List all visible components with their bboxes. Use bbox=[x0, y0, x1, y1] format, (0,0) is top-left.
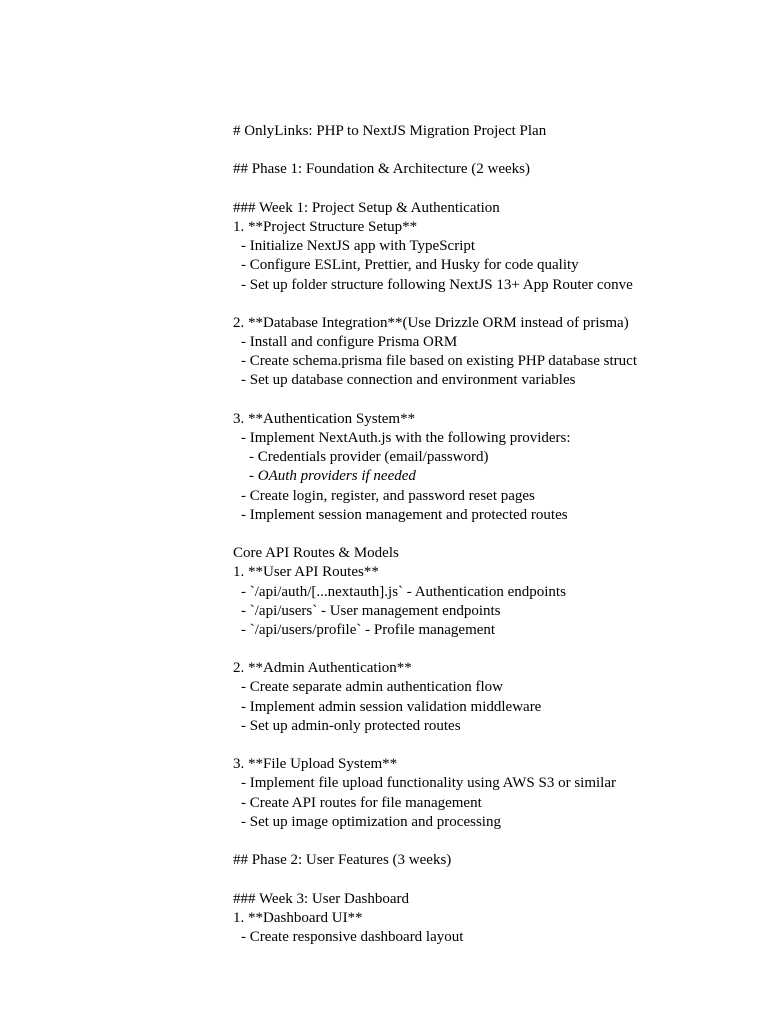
list-item: - Create separate admin authentication flow bbox=[241, 679, 503, 696]
list-item: - Set up database connection and environment variables bbox=[241, 372, 576, 389]
blank-line bbox=[233, 391, 650, 410]
item2-title: 2. **Database Integration**(Use Drizzle ORM instead of prisma) bbox=[233, 314, 629, 331]
list-item: - Install and configure Prisma ORM bbox=[241, 334, 458, 351]
document-page bbox=[233, 122, 650, 947]
blank-line bbox=[233, 180, 650, 199]
dashboard-title: 1. **Dashboard UI** bbox=[233, 909, 363, 926]
core-api-heading: Core API Routes & Models bbox=[233, 545, 399, 562]
list-item: - `/api/users/profile` - Profile management bbox=[241, 621, 496, 638]
list-item: - Implement session management and protected routes bbox=[241, 506, 568, 523]
blank-line bbox=[233, 640, 650, 659]
week3-heading: ### Week 3: User Dashboard bbox=[233, 890, 409, 907]
blank-line bbox=[233, 295, 650, 314]
blank-line bbox=[233, 736, 650, 755]
list-item: - `/api/users` - User management endpoints bbox=[241, 602, 501, 619]
phase2-heading: ## Phase 2: User Features (3 weeks) bbox=[233, 852, 452, 869]
blank-line bbox=[233, 525, 650, 544]
item1-title: 1. **Project Structure Setup** bbox=[233, 218, 418, 235]
list-item: - Initialize NextJS app with TypeScript bbox=[241, 238, 476, 255]
list-item: - Configure ESLint, Prettier, and Husky for code quality bbox=[241, 257, 579, 274]
phase1-heading: ## Phase 1: Foundation & Architecture (2 weeks) bbox=[233, 161, 531, 178]
list-item: - Create API routes for file management bbox=[241, 794, 482, 811]
list-item: - Create responsive dashboard layout bbox=[241, 928, 464, 945]
list-item: - Set up folder structure following NextJS 13+ App Router conve bbox=[241, 276, 633, 293]
blank-line bbox=[233, 832, 650, 851]
blank-line bbox=[233, 141, 650, 160]
list-item: - Implement file upload functionality using AWS S3 or similar bbox=[241, 775, 616, 792]
blank-line bbox=[233, 870, 650, 889]
api3-title: 3. **File Upload System** bbox=[233, 756, 398, 773]
week1-heading: ### Week 1: Project Setup & Authentication bbox=[233, 199, 500, 216]
document-title: # OnlyLinks: PHP to NextJS Migration Project Plan bbox=[233, 123, 547, 139]
list-item: - Set up image optimization and processing bbox=[241, 813, 501, 830]
api1-title: 1. **User API Routes** bbox=[233, 564, 379, 581]
api2-title: 2. **Admin Authentication** bbox=[233, 660, 412, 677]
list-item: - Set up admin-only protected routes bbox=[241, 717, 461, 734]
list-item: - Create login, register, and password reset pages bbox=[241, 487, 535, 504]
sub-list-item: - Credentials provider (email/password) bbox=[249, 449, 489, 466]
list-item: - `/api/auth/[...nextauth].js` - Authentication endpoints bbox=[241, 583, 566, 600]
list-item: - Create schema.prisma file based on existing PHP database struct bbox=[241, 353, 637, 370]
list-item: - Implement admin session validation middleware bbox=[241, 698, 542, 715]
sub-list-item: - OAuth providers if needed bbox=[249, 468, 416, 485]
item3-title: 3. **Authentication System** bbox=[233, 410, 416, 427]
list-item: - Implement NextAuth.js with the following providers: bbox=[241, 430, 571, 446]
